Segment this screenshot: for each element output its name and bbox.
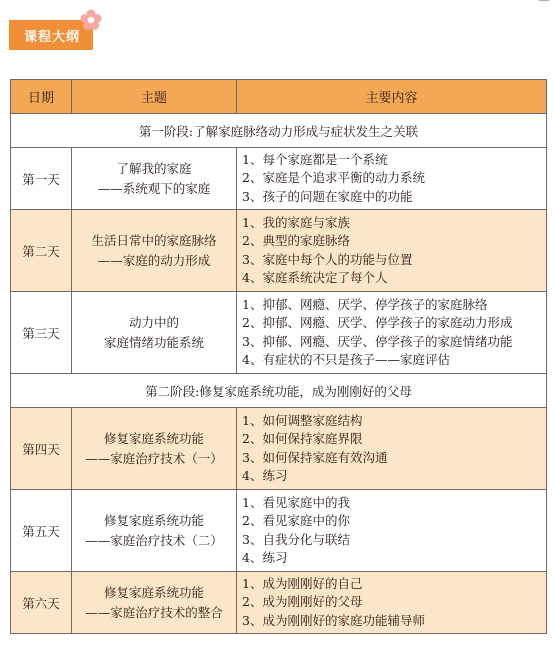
list-item: 3、成为刚刚好的家庭功能辅导师 [242,612,425,628]
column-header-date: 日期 [11,80,72,114]
list-item: 4、练习 [242,550,288,565]
table-row [11,408,547,490]
stage-row-2 [11,374,547,408]
topic-title: 修复家庭系统功能 [103,584,204,600]
list-item: 4、家庭系统决定了每个人 [242,270,388,285]
list-item: 4、练习 [242,468,288,483]
topic-title: 修复家庭系统功能 [103,430,204,446]
list-item: 1、每个家庭都是一个系统 [242,151,388,167]
topic-subtitle: 家庭情绪功能系统 [103,334,204,350]
topic-title: 了解我的家庭 [116,160,192,176]
content-cell [237,572,547,634]
list-item: 4、有症状的不只是孩子——家庭评估 [242,352,450,367]
topic-subtitle: ——家庭治疗技术的整合 [85,604,223,620]
column-header-content: 主要内容 [237,80,547,114]
list-item: 1、成为刚刚好的自己 [242,575,363,591]
course-outline-table [10,79,547,634]
list-item: 2、如何保持家庭界限 [242,431,363,446]
topic-cell [72,572,237,634]
topic-cell [72,408,237,490]
corner-mark [539,0,549,4]
topic-subtitle: ——家庭治疗技术（二） [85,532,223,548]
column-header-topic: 主题 [72,80,237,114]
list-item: 1、我的家庭与家族 [242,214,350,230]
list-item: 2、典型的家庭脉络 [242,233,350,248]
list-item: 1、看见家庭中的我 [242,494,350,510]
topic-title: 动力中的 [128,314,179,330]
content-cell [237,210,547,292]
list-item: 3、如何保持家庭有效沟通 [242,449,388,465]
list-item: 3、孩子的问题在家庭中的功能 [242,188,413,204]
list-item: 2、家庭是个追求平衡的动力系统 [242,170,425,186]
table-row [11,210,547,292]
day-cell: 第三天 [11,292,72,374]
table-row [11,292,547,374]
day-cell: 第六天 [11,572,72,634]
content-cell [237,148,547,210]
topic-cell [72,292,237,374]
content-cell [237,408,547,490]
stage-row-1 [11,114,547,148]
table-row [11,490,547,572]
table-header-row [11,80,547,114]
topic-cell [72,210,237,292]
list-item: 3、家庭中每个人的功能与位置 [242,251,413,267]
list-item: 2、成为刚刚好的父母 [242,594,363,610]
day-cell: 第五天 [11,490,72,572]
topic-cell [72,490,237,572]
topic-subtitle: ——系统观下的家庭 [97,180,211,196]
list-item: 2、抑郁、网瘾、厌学、停学孩子的家庭动力形成 [242,315,513,330]
topic-title: 生活日常中的家庭脉络 [91,232,217,248]
topic-title: 修复家庭系统功能 [103,512,204,528]
topic-cell [72,148,237,210]
table-row [11,148,547,210]
list-item: 3、自我分化与联结 [242,531,350,547]
topic-subtitle: ——家庭的动力形成 [97,252,211,268]
stage-2-title: 第二阶段:修复家庭系统功能，成为刚刚好的父母 [11,374,547,408]
content-cell [237,490,547,572]
content-cell [237,292,547,374]
list-item: 1、如何调整家庭结构 [242,412,363,428]
day-cell: 第四天 [11,408,72,490]
stage-1-title: 第一阶段:了解家庭脉络动力形成与症状发生之关联 [11,114,547,148]
flower-icon [80,9,102,31]
list-item: 1、抑郁、网瘾、厌学、停学孩子的家庭脉络 [242,296,488,312]
list-item: 3、抑郁、网瘾、厌学、停学孩子的家庭情绪功能 [242,333,513,349]
day-cell: 第一天 [11,148,72,210]
day-cell: 第二天 [11,210,72,292]
table-row [11,572,547,634]
badge-label: 课程大纲 [23,29,80,45]
list-item: 2、看见家庭中的你 [242,513,350,528]
topic-subtitle: ——家庭治疗技术（一） [85,450,223,466]
